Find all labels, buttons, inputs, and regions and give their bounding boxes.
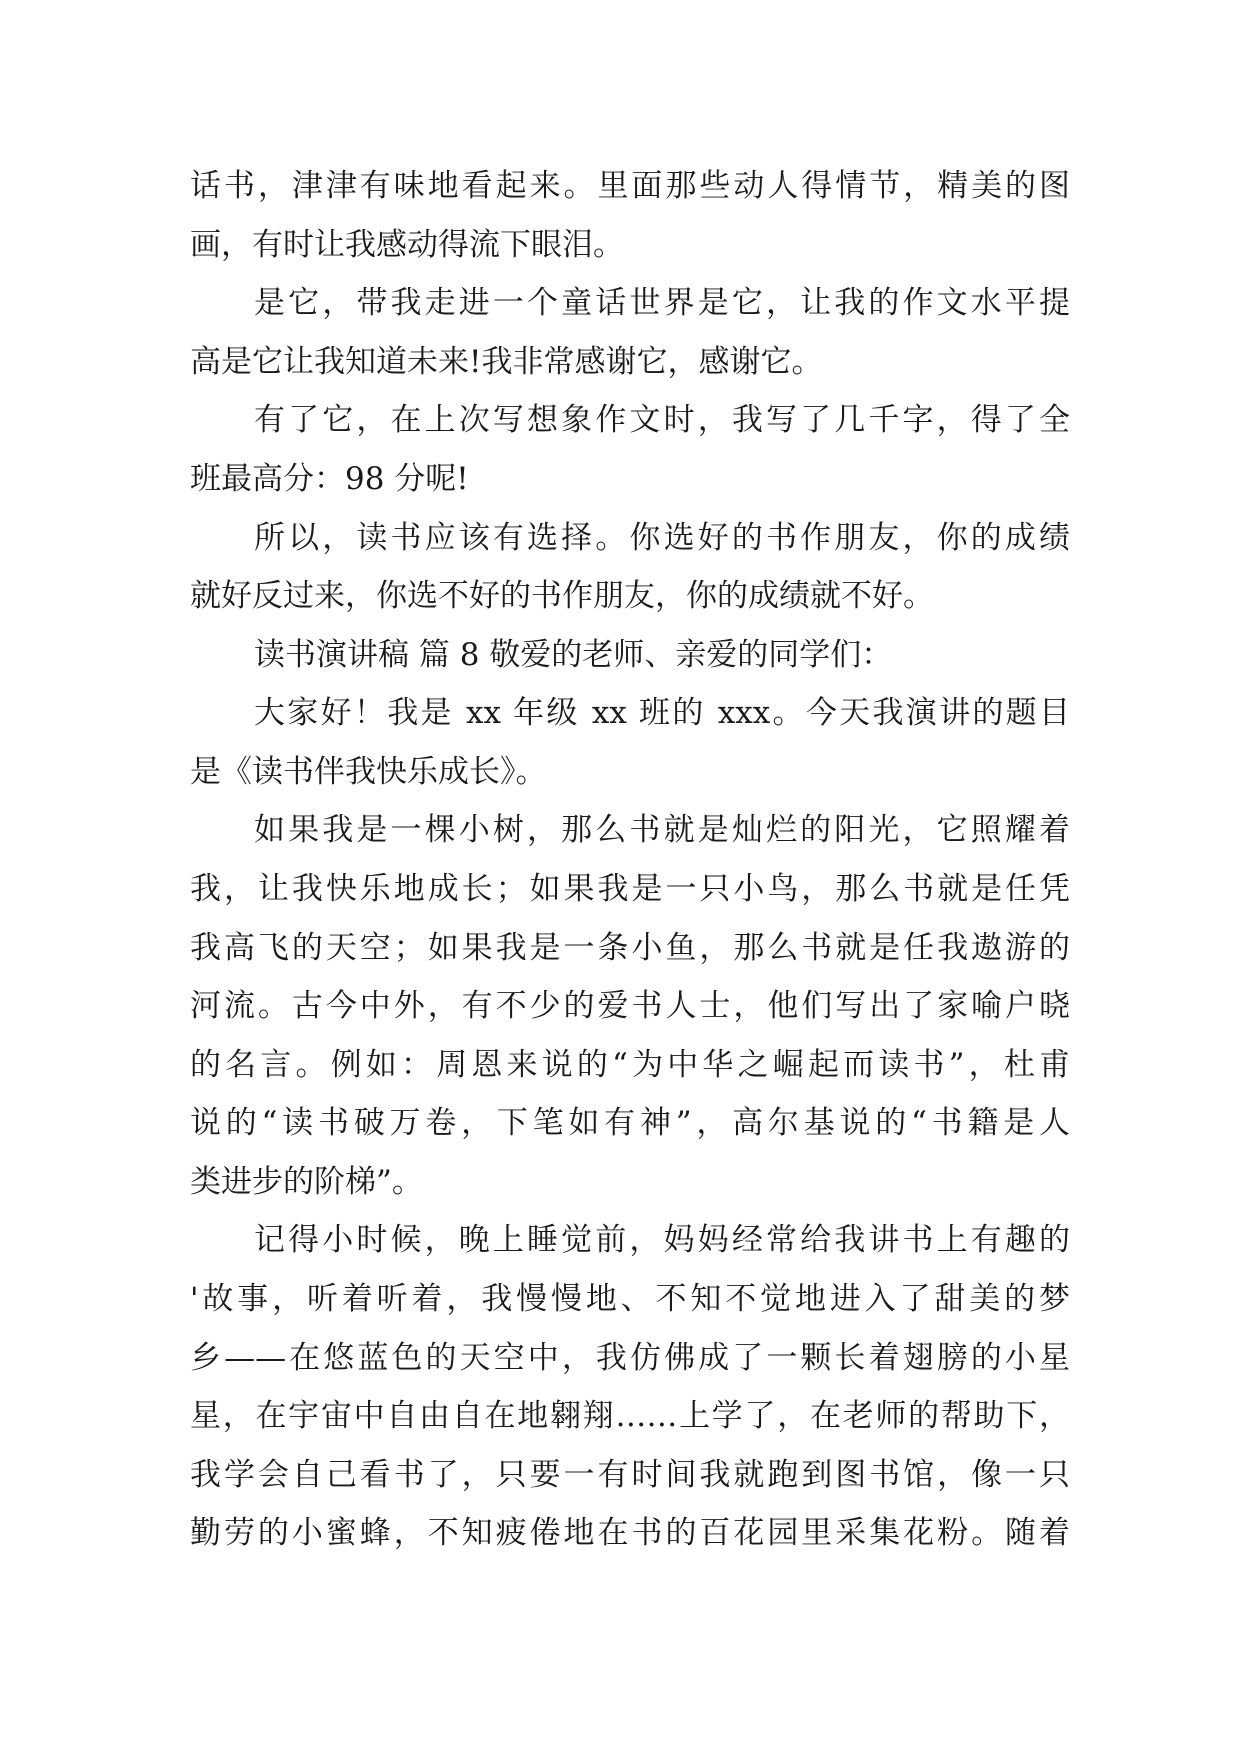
text-line: 有了它，在上次写想象作文时，我写了几千字，得了全	[254, 402, 1070, 438]
text-line: 是《读书伴我快乐成长》。	[190, 754, 547, 790]
text-line: 河流。古今中外，有不少的爱书人士，他们写出了家喻户晓	[190, 988, 1070, 1024]
text-line: 记得小时候，晚上睡觉前，妈妈经常给我讲书上有趣的	[254, 1222, 1070, 1258]
text-line: 高是它让我知道未来!我非常感谢它，感谢它。	[190, 344, 823, 380]
text-line: 类进步的阶梯”。	[190, 1164, 423, 1200]
text-line: 我学会自己看书了，只要一有时间我就跑到图书馆，像一只	[190, 1457, 1070, 1493]
text-line: 我，让我快乐地成长；如果我是一只小鸟，那么书就是任凭	[190, 871, 1070, 907]
text-line: 班最高分：98 分呢!	[190, 461, 469, 497]
text-line: 勤劳的小蜜蜂，不知疲倦地在书的百花园里采集花粉。随着	[190, 1515, 1070, 1551]
text-line: 就好反过来，你选不好的书作朋友，你的成绩就不好。	[190, 578, 934, 614]
text-line: 所以，读书应该有选择。你选好的书作朋友，你的成绩	[254, 520, 1070, 556]
text-line: '故事，听着听着，我慢慢地、不知不觉地进入了甜美的梦	[190, 1281, 1070, 1317]
text-line: 乡——在悠蓝色的天空中，我仿佛成了一颗长着翅膀的小星	[190, 1340, 1070, 1376]
text-line: 星，在宇宙中自由自在地翱翔……上学了，在老师的帮助下，	[190, 1398, 1070, 1434]
text-line: 话书，津津有味地看起来。里面那些动人得情节，精美的图	[190, 168, 1070, 204]
text-line: 的名言。例如：周恩来说的“为中华之崛起而读书”，杜甫	[190, 1047, 1070, 1083]
text-line: 是它，带我走进一个童话世界是它，让我的作文水平提	[254, 285, 1070, 321]
text-line: 我高飞的天空；如果我是一条小鱼，那么书就是任我遨游的	[190, 930, 1070, 966]
text-line: 说的“读书破万卷，下笔如有神”，高尔基说的“书籍是人	[190, 1105, 1070, 1141]
text-line: 大家好！我是 xx 年级 xx 班的 xxx。今天我演讲的题目	[254, 695, 1070, 731]
text-line: 画，有时让我感动得流下眼泪。	[190, 227, 624, 263]
section-heading: 读书演讲稿 篇 8 敬爱的老师、亲爱的同学们：	[254, 637, 893, 673]
text-line: 如果我是一棵小树，那么书就是灿烂的阳光，它照耀着	[254, 812, 1070, 848]
